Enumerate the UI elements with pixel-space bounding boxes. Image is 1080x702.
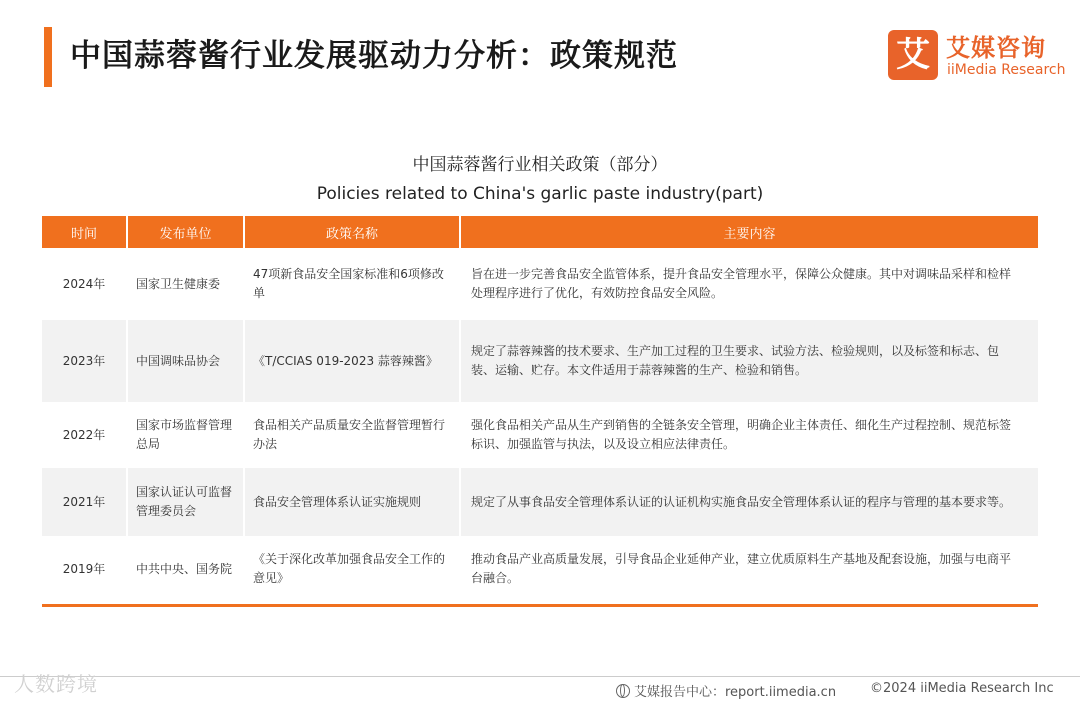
cell-content: 推动食品产业高质量发展，引导食品企业延伸产业，建立优质原料生产基地及配套设施，加强与电商平台融合。 bbox=[460, 536, 1038, 602]
footer-copyright: ©2024 iiMedia Research Inc bbox=[870, 681, 1054, 696]
cell-issuer: 中共中央、国务院 bbox=[127, 536, 244, 602]
logo-mark: 艾 bbox=[888, 30, 938, 80]
footer-source-text: 艾媒报告中心：report.iimedia.cn bbox=[634, 685, 837, 700]
footer-divider bbox=[0, 676, 1080, 677]
table-row bbox=[42, 320, 1038, 402]
column-header-issuer: 发布单位 bbox=[127, 216, 244, 248]
cell-content: 旨在进一步完善食品安全监管体系，提升食品安全管理水平，保障公众健康。其中对调味品采样和检样处理程序进行了优化，有效防控食品安全风险。 bbox=[460, 248, 1038, 320]
globe-icon bbox=[616, 684, 630, 698]
cell-policy: 食品相关产品质量安全监督管理暂行办法 bbox=[244, 402, 460, 468]
watermark: 人数跨境 bbox=[14, 672, 98, 696]
table-bottom-rule bbox=[42, 604, 1038, 607]
page-title: 中国蒜蓉酱行业发展驱动力分析：政策规范 bbox=[70, 38, 678, 74]
cell-policy: 47项新食品安全国家标准和6项修改单 bbox=[244, 248, 460, 320]
title-accent-bar bbox=[44, 27, 52, 87]
cell-year: 2019年 bbox=[42, 536, 127, 602]
cell-issuer: 国家市场监督管理总局 bbox=[127, 402, 244, 468]
column-header-content: 主要内容 bbox=[460, 216, 1038, 248]
cell-content: 规定了从事食品安全管理体系认证的认证机构实施食品安全管理体系认证的程序与管理的基本要求等。 bbox=[460, 468, 1038, 536]
table-header-row bbox=[42, 216, 1038, 248]
cell-issuer: 国家认证认可监督管理委员会 bbox=[127, 468, 244, 536]
cell-content: 强化食品相关产品从生产到销售的全链条安全管理，明确企业主体责任、细化生产过程控制、规范标签标识、加强监管与执法，以及设立相应法律责任。 bbox=[460, 402, 1038, 468]
iimedia-logo bbox=[888, 30, 1068, 82]
cell-issuer: 国家卫生健康委 bbox=[127, 248, 244, 320]
logo-name-cn: 艾媒咨询 bbox=[946, 34, 1046, 62]
table-row bbox=[42, 402, 1038, 468]
cell-policy: 食品安全管理体系认证实施规则 bbox=[244, 468, 460, 536]
table-row bbox=[42, 468, 1038, 536]
cell-policy: 《关于深化改革加强食品安全工作的意见》 bbox=[244, 536, 460, 602]
logo-name-en: iiMedia Research bbox=[947, 62, 1066, 78]
cell-year: 2021年 bbox=[42, 468, 127, 536]
footer-source bbox=[616, 681, 836, 700]
table-title-cn: 中国蒜蓉酱行业相关政策（部分） bbox=[412, 155, 668, 175]
cell-content: 规定了蒜蓉辣酱的技术要求、生产加工过程的卫生要求、试验方法、检验规则，以及标签和标志、包装、运输、贮存。本文件适用于蒜蓉辣酱的生产、检验和销售。 bbox=[460, 320, 1038, 402]
table-title-en: Policies related to China's garlic paste industry(part) bbox=[316, 184, 764, 204]
table-row bbox=[42, 536, 1038, 602]
cell-year: 2022年 bbox=[42, 402, 127, 468]
cell-year: 2023年 bbox=[42, 320, 127, 402]
cell-issuer: 中国调味品协会 bbox=[127, 320, 244, 402]
cell-policy: 《T/CCIAS 019-2023 蒜蓉辣酱》 bbox=[244, 320, 460, 402]
column-header-time: 时间 bbox=[42, 216, 127, 248]
column-header-policy: 政策名称 bbox=[244, 216, 460, 248]
table-row bbox=[42, 248, 1038, 320]
cell-year: 2024年 bbox=[42, 248, 127, 320]
policy-table bbox=[42, 216, 1038, 602]
